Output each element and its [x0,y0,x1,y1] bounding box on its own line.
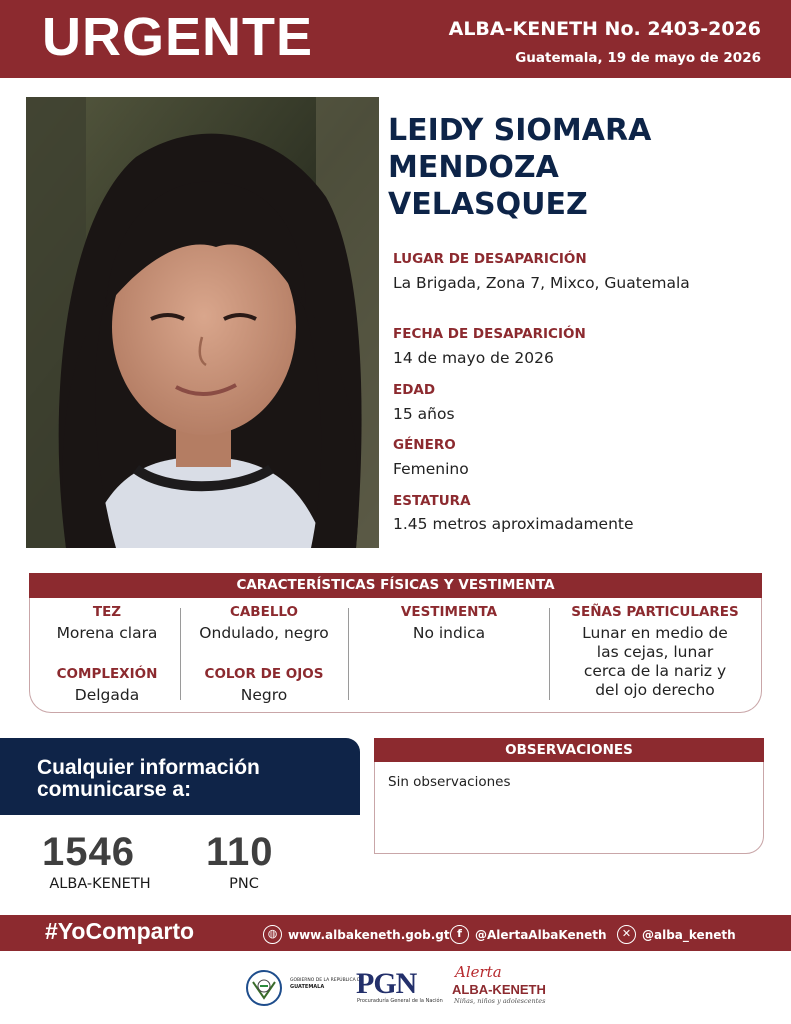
age-value: 15 años [393,405,455,423]
complexion-label: COMPLEXIÓN [56,666,158,682]
observations-title: OBSERVACIONES [374,738,764,762]
eye-color-value: Negro [240,686,288,704]
clothing-label: VESTIMENTA [400,604,498,620]
tez-label: TEZ [92,604,122,620]
marks-value [555,624,755,700]
hair-value: Ondulado, negro [199,624,329,642]
date-value: 14 de mayo de 2026 [393,349,554,367]
name-line-1: LEIDY SIOMARA [388,113,652,148]
website-text: www.albakeneth.gob.gt [288,927,450,942]
website-link[interactable] [263,925,450,944]
hashtag: #YoComparto [45,918,195,944]
gender-value: Femenino [393,460,469,478]
facebook-link[interactable] [450,925,607,944]
portrait-illustration [26,97,379,548]
age-label: EDAD [393,382,436,398]
tez-value: Morena clara [56,624,158,642]
complexion-value: Delgada [74,686,140,704]
alert-date: Guatemala, 19 de mayo de 2026 [515,50,761,66]
government-logo-text [290,978,363,990]
clothing-value: No indica [412,624,486,642]
alba-keneth-logo-subtitle: Niñas, niños y adolescentes [454,997,546,1005]
facebook-text: @AlertaAlbaKeneth [475,927,607,942]
contact-prompt-line: comunicarse a: [37,778,192,801]
marks-line: cerca de la nariz y [583,662,727,680]
date-label: FECHA DE DESAPARICIÓN [393,326,586,342]
marks-line: Lunar en medio de [582,624,728,642]
hair-label: CABELLO [229,604,299,620]
x-link[interactable] [617,925,736,944]
x-icon: ✕ [617,925,636,944]
contact-prompt [37,757,260,801]
characteristics-title: CARACTERÍSTICAS FÍSICAS Y VESTIMENTA [29,573,762,598]
alba-keneth-logo-alerta: Alerta [455,963,502,981]
phone-label-pnc: PNC [229,876,259,892]
urgent-title: URGENTE [42,7,314,67]
height-label: ESTATURA [393,493,471,509]
phone-label-alba: ALBA-KENETH [49,876,151,892]
observations-text: Sin observaciones [388,774,511,790]
missing-person-photo [26,97,379,548]
marks-line: del ojo derecho [595,681,715,699]
alba-keneth-logo-name: ALBA-KENETH [452,982,546,997]
phone-number-alba[interactable]: 1546 [42,830,135,874]
divider [180,608,181,700]
name-line-2: MENDOZA [388,150,559,185]
gob-line-2: GUATEMALA [290,984,325,990]
place-value: La Brigada, Zona 7, Mixco, Guatemala [393,274,690,292]
phone-number-pnc[interactable]: 110 [206,830,274,874]
gob-line-1: GOBIERNO DE LA REPÚBLICA DE [290,978,364,983]
person-name [388,112,651,223]
pgn-logo: PGN [356,967,417,1000]
height-value: 1.45 metros aproximadamente [393,515,634,533]
globe-icon: ◍ [263,925,282,944]
divider [348,608,349,700]
alert-number: ALBA-KENETH No. 2403-2026 [448,18,761,40]
gender-label: GÉNERO [393,437,456,453]
pgn-subtitle: Procuraduría General de la Nación [357,998,443,1004]
divider [549,608,550,700]
place-label: LUGAR DE DESAPARICIÓN [393,251,587,267]
marks-line: las cejas, lunar [596,643,714,661]
contact-prompt-line: Cualquier información [37,756,260,779]
eye-color-label: COLOR DE OJOS [204,666,324,682]
name-line-3: VELASQUEZ [388,187,588,222]
facebook-icon: f [450,925,469,944]
x-text: @alba_keneth [642,927,736,942]
guatemala-coat-of-arms-logo [244,968,284,1008]
marks-label: SEÑAS PARTICULARES [571,604,739,620]
